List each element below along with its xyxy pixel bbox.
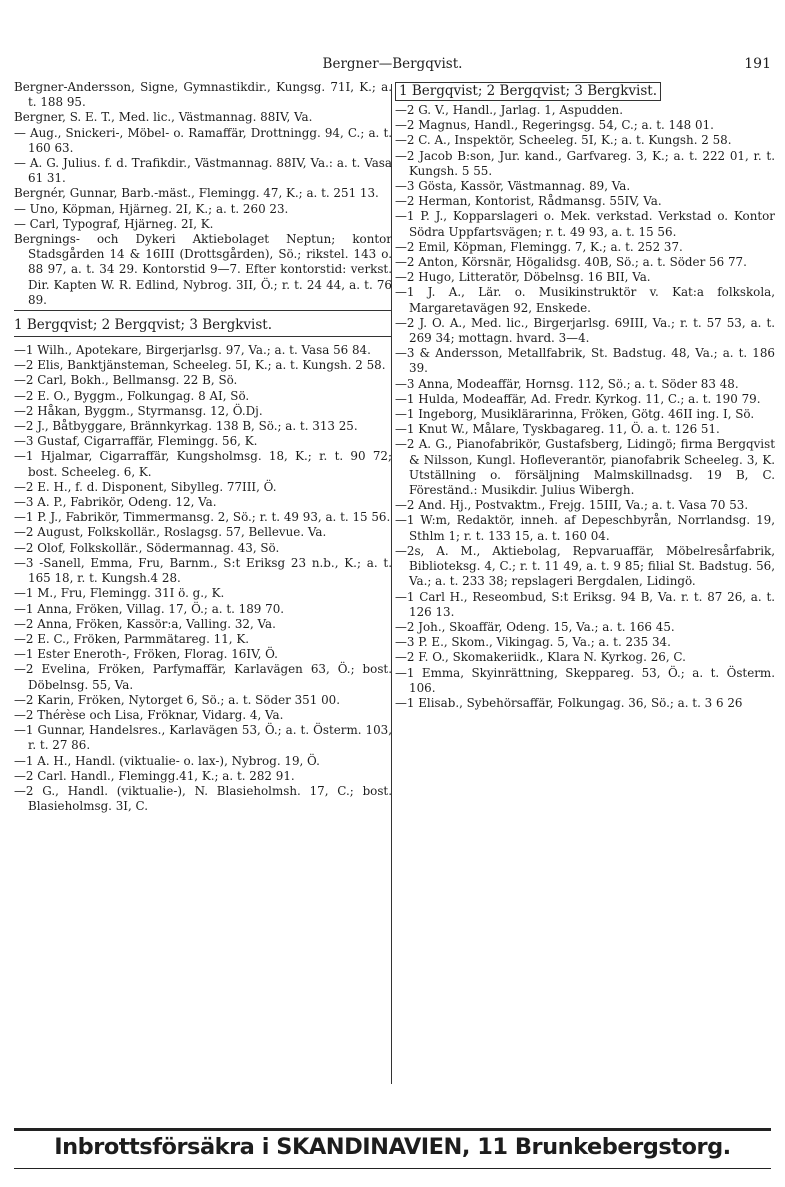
directory-entry: —2 Anton, Körsnär, Högalidsg. 40B, Sö.; a. t. Söder 56 77. xyxy=(395,255,747,270)
page-header xyxy=(0,54,785,76)
directory-entry: —2 Hugo, Litteratör, Döbelnsg. 16 BII, Va. xyxy=(395,270,651,285)
directory-entry: —3 Gösta, Kassör, Västmannag. 89, Va. xyxy=(395,179,631,194)
directory-entry: —2 J., Båtbyggare, Brännkyrkag. 138 B, Sö.; a. t. 313 25. xyxy=(14,419,358,434)
directory-entry: —2 Anna, Fröken, Kassör:a, Valling. 32, Va. xyxy=(14,616,276,631)
directory-entry: — A. G. Julius. f. d. Trafikdir., Västmannag. 88IV, Va.: a. t. Vasa 61 31. xyxy=(14,156,392,186)
section-heading-right: 1 Bergqvist; 2 Bergqvist; 3 Bergkvist. xyxy=(395,82,661,101)
directory-entry: —2 E. H., f. d. Disponent, Sibylleg. 77III, Ö. xyxy=(14,479,277,494)
directory-entry: —2 G., Handl. (viktualie-), N. Blasieholmsh. 17, C.; bost. Blasieholmsg. 3I, C. xyxy=(14,783,392,814)
directory-entry: — Uno, Köpman, Hjärneg. 2I, K.; a. t. 260 23. xyxy=(14,201,289,216)
section-heading-left: 1 Bergqvist; 2 Bergqvist; 3 Bergkvist. xyxy=(14,317,272,334)
directory-entry: —1 J. A., Lär. o. Musikinstruktör v. Kat:a folkskola, Margaretavägen 92, Enskede. xyxy=(395,285,775,315)
directory-entry: —2 August, Folkskollär., Roslagsg. 57, Bellevue. Va. xyxy=(14,525,327,540)
directory-entry: —2 Carl. Handl., Flemingg.41, K.; a. t. 282 91. xyxy=(14,768,295,783)
directory-entry: —2 G. V., Handl., Jarlag. 1, Aspudden. xyxy=(395,103,623,117)
right-column xyxy=(395,80,775,711)
directory-entry: Bergner, S. E. T., Med. lic., Västmannag. 88IV, Va. xyxy=(14,110,313,125)
directory-entry: —1 W:m, Redaktör, inneh. af Depeschbyrån, Norrlandsg. 19, Sthlm 1; r. t. 133 15, a. t. 160 04. xyxy=(395,513,775,543)
directory-entry: —3 P. E., Skom., Vikingag. 5, Va.; a. t. 235 34. xyxy=(395,635,671,650)
directory-entry: —1 Elisab., Sybehörsaffär, Folkungag. 36, Sö.; a. t. 3 6 26 xyxy=(395,695,743,710)
directory-entry: —2 Thérèse och Lisa, Fröknar, Vidarg. 4, Va. xyxy=(14,707,284,722)
section-rule-bottom xyxy=(14,336,392,337)
directory-entry: Bergnings- och Dykeri Aktiebolaget Neptun; kontor Stadsgården 14 & 16III (Drottsgården), Sö.; rikstel. 143 o. 88 97, a. t. 34 29. Kontorstid 9—7. Efter kontorstid: verkst. Dir. Kapten W. R. Edlind, Nybrog. 3II, Ö.; r. t. 24 44, a. t. 76 89. xyxy=(14,232,392,307)
directory-entry: —1 Anna, Fröken, Villag. 17, Ö.; a. t. 189 70. xyxy=(14,601,285,616)
directory-entry: —2 And. Hj., Postvaktm., Frejg. 15III, Va.; a. t. Vasa 70 53. xyxy=(395,498,749,513)
directory-entry: —1 M., Fru, Flemingg. 31I ö. g., K. xyxy=(14,586,225,601)
directory-entry: — Aug., Snickeri-, Möbel- o. Ramaffär, Drottningg. 94, C.; a. t. 160 63. xyxy=(14,125,392,155)
directory-entry: —1 Wilh., Apotekare, Birgerjarlsg. 97, Va.; a. t. Vasa 56 84. xyxy=(14,343,371,358)
left-column xyxy=(14,80,392,814)
directory-entry: —1 P. J., Kopparslageri o. Mek. verkstad. Verkstad o. Kontor Södra Uppfartsvägen; r. t. 49 93, a. t. 15 56. xyxy=(395,209,775,239)
running-title: Bergner—Bergqvist. xyxy=(322,56,463,72)
directory-entry: —3 & Andersson, Metallfabrik, St. Badstug. 48, Va.; a. t. 186 39. xyxy=(395,346,775,376)
directory-entry: —1 Emma, Skyinrättning, Skeppareg. 53, Ö.; a. t. Österm. 106. xyxy=(395,665,775,695)
directory-entry: —2 C. A., Inspektör, Scheeleg. 5I, K.; a. t. Kungsh. 2 58. xyxy=(395,133,732,148)
directory-entry: —3 Gustaf, Cigarraffär, Flemingg. 56, K. xyxy=(14,434,258,449)
left-entries-bottom xyxy=(14,343,392,814)
directory-entry: —3 Anna, Modeaffär, Hornsg. 112, Sö.; a. t. Söder 83 48. xyxy=(395,376,739,391)
left-entries-top xyxy=(14,80,392,308)
directory-entry: —2 F. O., Skomakeriidk., Klara N. Kyrkog. 26, C. xyxy=(395,650,686,665)
directory-entry: —1 Gunnar, Handelsres., Karlavägen 53, Ö.; a. t. Österm. 103, r. t. 27 86. xyxy=(14,723,392,753)
directory-entry: —1 P. J., Fabrikör, Timmermansg. 2, Sö.; r. t. 49 93, a. t. 15 56. xyxy=(14,510,391,525)
directory-entry: — Carl, Typograf, Hjärneg. 2I, K. xyxy=(14,216,214,231)
section-rule-top xyxy=(14,310,392,311)
footer-advert: Inbrottsförsäkra i SKANDINAVIEN, 11 Brunkebergstorg. xyxy=(54,1134,731,1160)
directory-entry: —2 Joh., Skoaffär, Odeng. 15, Va.; a. t. 166 45. xyxy=(395,619,675,634)
right-entries xyxy=(395,103,775,711)
directory-entry: —2 J. O. A., Med. lic., Birgerjarlsg. 69III, Va.; r. t. 57 53, a. t. 269 34; mottagn. hvard. 3—4. xyxy=(395,315,775,346)
directory-entry: Bergner-Andersson, Signe, Gymnastikdir., Kungsg. 71I, K.; a. t. 188 95. xyxy=(14,80,392,110)
directory-entry: —2 Håkan, Byggm., Styrmansg. 12, Ö.Dj. xyxy=(14,403,263,418)
directory-entry: —2 Karin, Fröken, Nytorget 6, Sö.; a. t. Söder 351 00. xyxy=(14,692,340,707)
directory-entry: —1 Ingeborg, Musiklärarinna, Fröken, Götg. 46II ing. I, Sö. xyxy=(395,407,755,422)
directory-entry: —2 Carl, Bokh., Bellmansg. 22 B, Sö. xyxy=(14,373,238,388)
footer-rule-top xyxy=(14,1128,771,1131)
page-number: 191 xyxy=(744,56,771,72)
directory-entry: —2 Olof, Folkskollär., Södermannag. 43, Sö. xyxy=(14,540,280,555)
directory-entry: Bergnér, Gunnar, Barb.-mäst., Flemingg. 47, K.; a. t. 251 13. xyxy=(14,186,379,201)
directory-entry: —2 Elis, Banktjänsteman, Scheeleg. 5I, K.; a. t. Kungsh. 2 58. xyxy=(14,358,386,373)
directory-entry: —1 A. H., Handl. (viktualie- o. lax-), Nybrog. 19, Ö. xyxy=(14,753,320,768)
directory-entry: —2 E. C., Fröken, Parmmätareg. 11, K. xyxy=(14,631,250,646)
directory-entry: —3 -Sanell, Emma, Fru, Barnm., S:t Eriksg 23 n.b., K.; a. t. 165 18, r. t. Kungsh.4 28. xyxy=(14,555,392,586)
directory-entry: —2 E. O., Byggm., Folkungag. 8 AI, Sö. xyxy=(14,388,250,403)
directory-entry: —1 Hulda, Modeaffär, Ad. Fredr. Kyrkog. 11, C.; a. t. 190 79. xyxy=(395,391,761,406)
directory-entry: —2 Herman, Kontorist, Rådmansg. 55IV, Va. xyxy=(395,194,662,209)
directory-entry: —3 A. P., Fabrikör, Odeng. 12, Va. xyxy=(14,495,217,510)
directory-entry: —1 Hjalmar, Cigarraffär, Kungsholmsg. 18, K.; r. t. 90 72; bost. Scheeleg. 6, K. xyxy=(14,449,392,479)
directory-entry: —2 Evelina, Fröken, Parfymaffär, Karlavägen 63, Ö.; bost. Döbelnsg. 55, Va. xyxy=(14,662,392,692)
directory-entry: —2 Magnus, Handl., Regeringsg. 54, C.; a. t. 148 01. xyxy=(395,118,714,133)
directory-entry: —2 A. G., Pianofabrikör, Gustafsberg, Lidingö; firma Bergqvist & Nilsson, Kungl. Hofleverantör, pianofabrik Scheeleg. 3, K. Utställning o. försäljning Malmskillnadsg. 19 B, C. Föreständ.: Musikdir. Julius Wibergh. xyxy=(395,437,775,498)
directory-entry: —1 Knut W., Målare, Tyskbagareg. 11, Ö. a. t. 126 51. xyxy=(395,422,720,437)
directory-entry: —1 Carl H., Reseombud, S:t Eriksg. 94 B, Va. r. t. 87 26, a. t. 126 13. xyxy=(395,589,775,619)
directory-entry: —1 Ester Eneroth-, Fröken, Florag. 16IV, Ö. xyxy=(14,647,278,662)
footer-rule-bottom xyxy=(14,1168,771,1169)
directory-entry: —2s, A. M., Aktiebolag, Repvaruaffär, Möbelresårfabrik, Biblioteksg. 4, C.; r. t. 11 49, a. t. 9 85; filial St. Badstug. 56, Va.; a. t. 233 38; repslageri Bergdalen, Lidingö. xyxy=(395,543,775,589)
directory-entry: —2 Jacob B:son, Jur. kand., Garfvareg. 3, K.; a. t. 222 01, r. t. Kungsh. 5 55. xyxy=(395,148,775,178)
directory-entry: —2 Emil, Köpman, Flemingg. 7, K.; a. t. 252 37. xyxy=(395,239,683,254)
